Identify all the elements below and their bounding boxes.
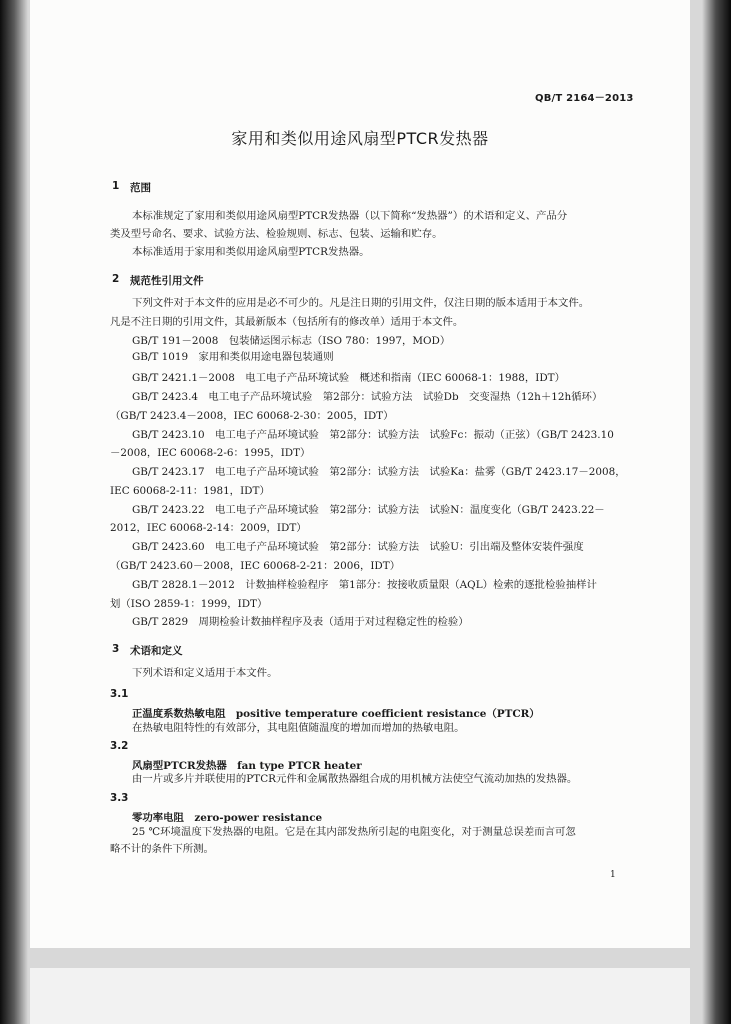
document-page bbox=[30, 0, 690, 948]
section-3-intro: 下列术语和定义适用于本文件。 bbox=[132, 667, 278, 679]
page-title: 家用和类似用途风扇型PTCR发热器 bbox=[231, 129, 489, 148]
reference-item: GB/T 2423.60 电工电子产品环境试验 第2部分：试验方法 试验U：引出端及整体安装件强度 bbox=[132, 541, 584, 553]
section-1-para-2: 本标准适用于家用和类似用途风扇型PTCR发热器。 bbox=[132, 246, 370, 258]
reference-item-continued: （GB/T 2423.60－2008，IEC 60068-2-21：2006，IDT） bbox=[110, 560, 401, 572]
term-definition: 25 ℃环境温度下发热器的电阻。它是在其内部发热所引起的电阻变化，对于测量总误差而言可忽 bbox=[132, 826, 576, 838]
term-number: 3.2 bbox=[110, 740, 129, 752]
term-number: 3.3 bbox=[110, 792, 129, 804]
reference-item-continued: 划（ISO 2859-1：1999，IDT） bbox=[110, 598, 268, 610]
term-definition-continued: 略不计的条件下所测。 bbox=[110, 843, 214, 855]
reference-item: GB/T 2829 周期检验计数抽样程序及表（适用于对过程稳定性的检验） bbox=[132, 616, 469, 628]
term-title: 风扇型PTCR发热器 fan type PTCR heater bbox=[132, 760, 362, 772]
reference-item: GB/T 2423.22 电工电子产品环境试验 第2部分：试验方法 试验N：温度变化（GB/T 2423.22－ bbox=[132, 504, 605, 516]
section-1-heading: 范围 bbox=[130, 182, 151, 194]
section-1-para-1-line-2: 类及型号命名、要求、试验方法、检验规则、标志、包装、运输和贮存。 bbox=[110, 228, 443, 240]
term-title: 零功率电阻 zero-power resistance bbox=[132, 812, 323, 824]
reference-item-continued: IEC 60068-2-11：1981，IDT） bbox=[110, 485, 270, 497]
reference-item-continued: （GB/T 2423.4－2008，IEC 60068-2-30：2005，IDT） bbox=[110, 410, 394, 422]
term-definition: 在热敏电阻特性的有效部分，其电阻值随温度的增加而增加的热敏电阻。 bbox=[132, 722, 465, 734]
section-1-para-1-line-1: 本标准规定了家用和类似用途风扇型PTCR发热器（以下简称“发热器”）的术语和定义、产品分 bbox=[132, 210, 568, 222]
section-1-number: 1 bbox=[112, 180, 120, 192]
reference-item-continued: －2008，IEC 60068-2-6：1995，IDT） bbox=[110, 447, 311, 459]
section-3-number: 3 bbox=[112, 643, 120, 655]
section-2-number: 2 bbox=[112, 273, 120, 285]
reference-item: GB/T 2423.17 电工电子产品环境试验 第2部分：试验方法 试验Ka：盐雾（GB/T 2423.17－2008， bbox=[132, 466, 626, 478]
section-2-heading: 规范性引用文件 bbox=[130, 275, 204, 287]
reference-item: GB/T 2423.10 电工电子产品环境试验 第2部分：试验方法 试验Fc：振动（正弦）（GB/T 2423.10 bbox=[132, 429, 614, 441]
section-3-heading: 术语和定义 bbox=[130, 645, 183, 657]
page-number: 1 bbox=[610, 870, 616, 880]
reference-item: GB/T 2423.4 电工电子产品环境试验 第2部分：试验方法 试验Db 交变湿热（12h＋12h循环） bbox=[132, 391, 603, 403]
reference-item-continued: 2012，IEC 60068-2-14：2009，IDT） bbox=[110, 522, 307, 534]
next-page-preview bbox=[30, 968, 690, 1024]
term-number: 3.1 bbox=[110, 688, 129, 700]
section-2-intro-line-2: 凡是不注日期的引用文件，其最新版本（包括所有的修改单）适用于本文件。 bbox=[110, 316, 464, 328]
term-title: 正温度系数热敏电阻 positive temperature coefficient resistance（PTCR） bbox=[132, 708, 540, 720]
reference-item: GB/T 2828.1－2012 计数抽样检验程序 第1部分：按接收质量限（AQL）检索的逐批检验抽样计 bbox=[132, 579, 597, 591]
reference-item: GB/T 2421.1－2008 电工电子产品环境试验 概述和指南（IEC 60068-1：1988，IDT） bbox=[132, 372, 565, 384]
reference-item: GB/T 1019 家用和类似用途电器包装通则 bbox=[132, 351, 334, 363]
section-2-intro-line-1: 下列文件对于本文件的应用是必不可少的。凡是注日期的引用文件，仅注日期的版本适用于本文件。 bbox=[132, 297, 590, 309]
document-code: QB/T 2164－2013 bbox=[535, 93, 634, 104]
term-definition: 由一片或多片并联使用的PTCR元件和金属散热器组合成的用机械方法使空气流动加热的发热器。 bbox=[132, 773, 578, 785]
reference-item: GB/T 191－2008 包装储运图示标志（ISO 780：1997，MOD） bbox=[132, 335, 451, 347]
